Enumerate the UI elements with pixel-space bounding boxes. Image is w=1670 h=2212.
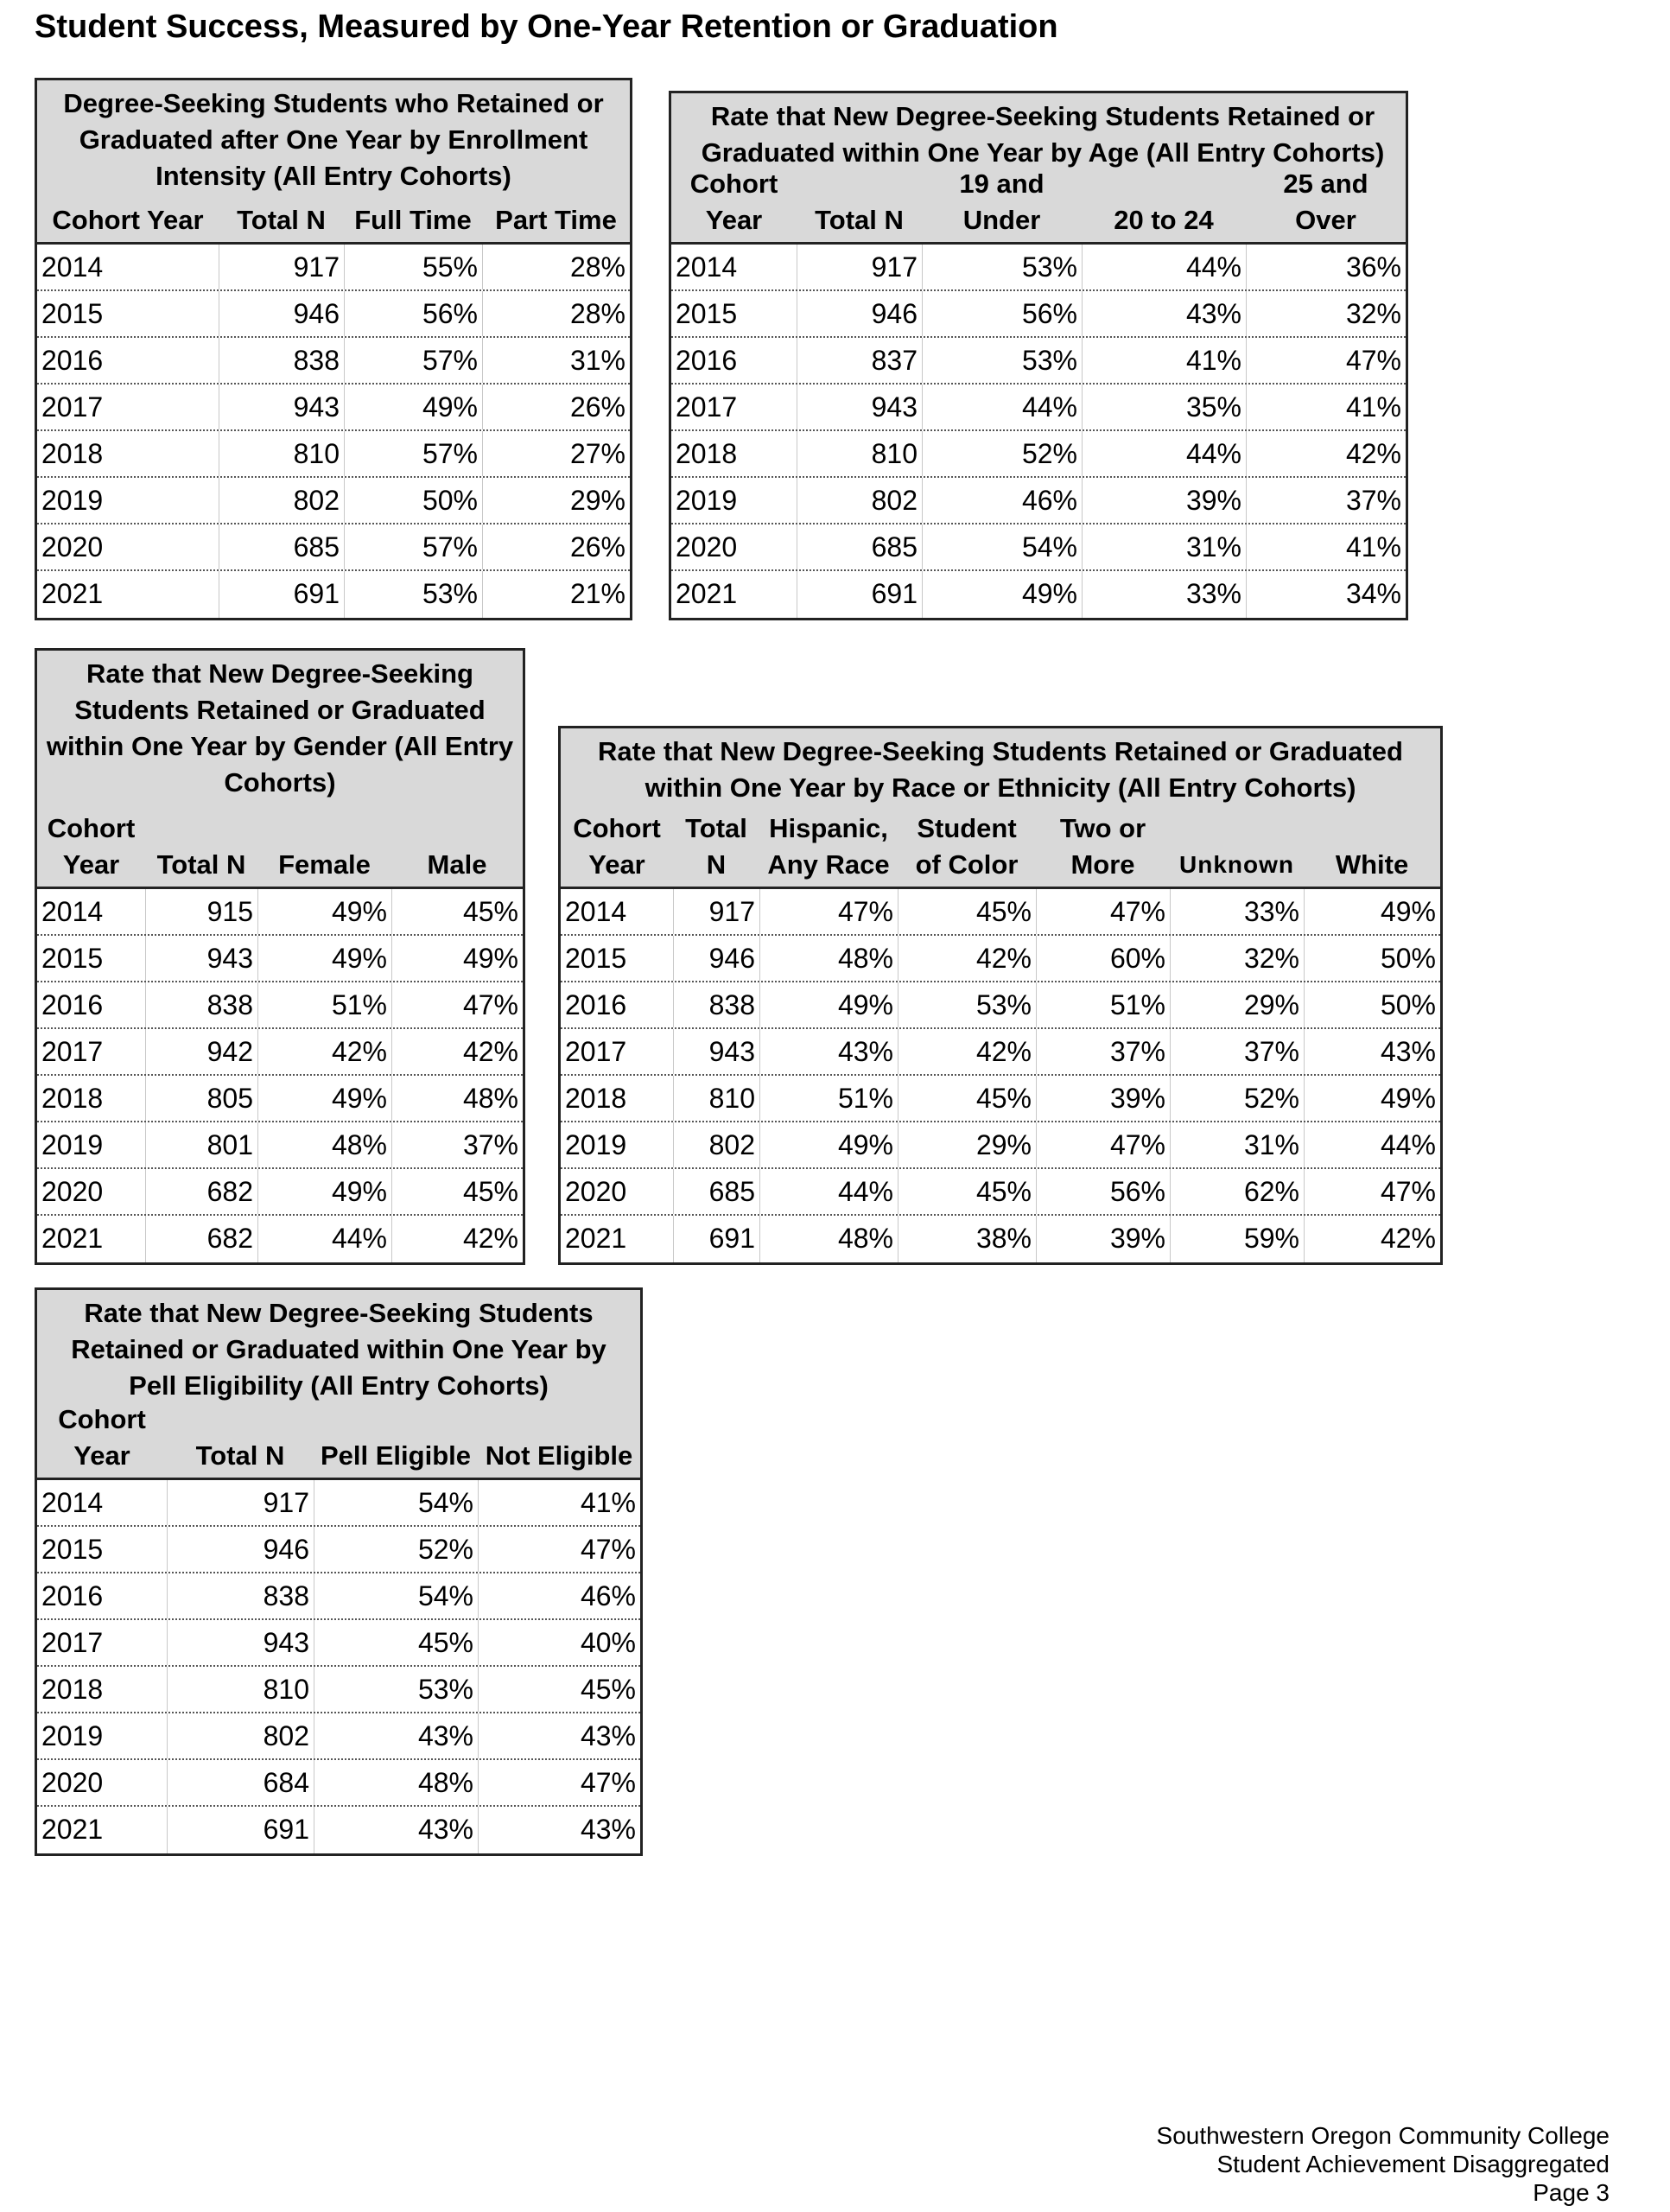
- table-cell: 2017: [41, 391, 104, 423]
- table-cell: 2019: [41, 485, 104, 516]
- table-cell: 943: [673, 1029, 759, 1074]
- table-cell: 943: [167, 1620, 314, 1665]
- table-row: [561, 1029, 1440, 1076]
- footer-report-title: Student Achievement Disaggregated: [1216, 2151, 1610, 2177]
- table-cell: 29%: [898, 1122, 1036, 1167]
- table-cell: 53%: [922, 245, 1082, 289]
- table-cell: 2019: [41, 1720, 104, 1751]
- table-cell: 2020: [41, 1767, 104, 1798]
- table-cell: 26%: [482, 524, 630, 569]
- table-body: [37, 889, 523, 1262]
- table-cell: 801: [145, 1122, 257, 1167]
- table-cell: 2016: [676, 345, 738, 376]
- table-cell: 943: [145, 936, 257, 981]
- table-title: Rate that New Degree-Seeking Students Retained or Graduated within One Year by Gender (All Entry Cohorts): [46, 658, 514, 798]
- table-cell: 691: [167, 1807, 314, 1853]
- table-cell: 48%: [759, 936, 898, 981]
- table-cell: 946: [219, 291, 344, 336]
- column-header: 20 to 24: [1114, 205, 1214, 235]
- table-cell: 2021: [41, 578, 104, 609]
- table-cell: 50%: [1304, 982, 1440, 1027]
- table-cell: 56%: [1036, 1169, 1170, 1214]
- table-cell: 802: [673, 1122, 759, 1167]
- table-cell: 2016: [41, 1580, 104, 1611]
- table-body: [37, 1480, 640, 1853]
- table-cell: 54%: [314, 1480, 478, 1525]
- table-cell: 47%: [391, 982, 523, 1027]
- table-cell: 49%: [391, 936, 523, 981]
- table-cell: 36%: [1246, 245, 1406, 289]
- table-row: [671, 478, 1406, 524]
- footer-college: Southwestern Oregon Community College: [1156, 2122, 1610, 2149]
- table-cell: 42%: [1246, 431, 1406, 476]
- table-row: [671, 431, 1406, 478]
- table-cell: 34%: [1246, 571, 1406, 618]
- table-row: [671, 338, 1406, 385]
- column-header: White: [1335, 849, 1409, 880]
- table-cell: 50%: [1304, 936, 1440, 981]
- gender-table: [35, 648, 525, 1265]
- column-header: Cohort Year: [52, 205, 204, 235]
- table-cell: 26%: [482, 385, 630, 429]
- table-cell: 45%: [898, 1169, 1036, 1214]
- column-headers: [37, 810, 523, 887]
- table-header: [671, 93, 1406, 245]
- table-row: [37, 524, 630, 571]
- table-cell: 41%: [1246, 385, 1406, 429]
- table-cell: 810: [797, 431, 922, 476]
- table-cell: 2015: [565, 943, 627, 974]
- column-header: Total N: [195, 1440, 285, 1471]
- table-cell: 42%: [1304, 1216, 1440, 1262]
- table-cell: 805: [145, 1076, 257, 1121]
- table-cell: 917: [167, 1480, 314, 1525]
- table-cell: 29%: [482, 478, 630, 523]
- table-cell: 682: [145, 1216, 257, 1262]
- table-cell: 47%: [478, 1760, 640, 1805]
- column-header: Pell Eligible: [321, 1440, 471, 1471]
- table-cell: 691: [673, 1216, 759, 1262]
- column-header: Cohort Year: [58, 1404, 146, 1471]
- table-cell: 45%: [391, 889, 523, 934]
- table-cell: 802: [167, 1713, 314, 1758]
- footer: [1157, 2121, 1610, 2207]
- table-cell: 2019: [565, 1129, 627, 1160]
- table-row: [37, 478, 630, 524]
- table-title: Degree-Seeking Students who Retained or Graduated after One Year by Enrollment Intensity (All Entry Cohorts): [63, 88, 604, 191]
- table-cell: 27%: [482, 431, 630, 476]
- table-cell: 946: [167, 1527, 314, 1572]
- table-cell: 52%: [1170, 1076, 1304, 1121]
- column-header: Part Time: [495, 205, 617, 235]
- table-cell: 2014: [565, 896, 627, 927]
- table-cell: 21%: [482, 571, 630, 618]
- table-cell: 57%: [344, 338, 482, 383]
- table-cell: 49%: [257, 936, 391, 981]
- table-cell: 43%: [478, 1713, 640, 1758]
- table-cell: 838: [219, 338, 344, 383]
- table-cell: 838: [167, 1573, 314, 1618]
- table-cell: 41%: [478, 1480, 640, 1525]
- table-cell: 2021: [41, 1814, 104, 1845]
- table-cell: 685: [797, 524, 922, 569]
- table-cell: 837: [797, 338, 922, 383]
- table-cell: 49%: [759, 1122, 898, 1167]
- table-cell: 39%: [1036, 1216, 1170, 1262]
- table-cell: 37%: [1246, 478, 1406, 523]
- table-cell: 2021: [676, 578, 738, 609]
- table-cell: 2019: [676, 485, 738, 516]
- table-cell: 37%: [391, 1122, 523, 1167]
- table-cell: 2017: [565, 1036, 627, 1067]
- table-cell: 810: [219, 431, 344, 476]
- table-cell: 39%: [1082, 478, 1246, 523]
- table-cell: 691: [797, 571, 922, 618]
- page-title: Student Success, Measured by One-Year Retention or Graduation: [35, 9, 1058, 45]
- table-cell: 2018: [41, 438, 104, 469]
- column-header: Female: [278, 849, 371, 880]
- table-cell: 682: [145, 1169, 257, 1214]
- table-cell: 43%: [314, 1807, 478, 1853]
- enrollment-intensity-table: [35, 78, 632, 620]
- table-body: [671, 245, 1406, 618]
- table-cell: 49%: [257, 1076, 391, 1121]
- table-cell: 810: [673, 1076, 759, 1121]
- table-row: [561, 1122, 1440, 1169]
- table-cell: 39%: [1036, 1076, 1170, 1121]
- column-header: Hispanic, Any Race: [767, 813, 890, 880]
- table-cell: 57%: [344, 431, 482, 476]
- table-cell: 2015: [41, 298, 104, 329]
- table-cell: 49%: [922, 571, 1082, 618]
- table-cell: 42%: [898, 1029, 1036, 1074]
- table-cell: 47%: [1036, 889, 1170, 934]
- table-cell: 2017: [676, 391, 738, 423]
- table-header: [561, 728, 1440, 889]
- table-row: [671, 385, 1406, 431]
- table-cell: 31%: [1082, 524, 1246, 569]
- column-header: Unknown: [1179, 851, 1294, 878]
- table-cell: 49%: [759, 982, 898, 1027]
- table-cell: 2015: [41, 943, 104, 974]
- table-row: [671, 245, 1406, 291]
- table-cell: 38%: [898, 1216, 1036, 1262]
- table-cell: 56%: [344, 291, 482, 336]
- table-cell: 48%: [257, 1122, 391, 1167]
- table-cell: 31%: [1170, 1122, 1304, 1167]
- table-cell: 47%: [759, 889, 898, 934]
- table-row: [37, 936, 523, 982]
- table-cell: 2018: [41, 1674, 104, 1705]
- table-cell: 28%: [482, 291, 630, 336]
- table-cell: 47%: [478, 1527, 640, 1572]
- column-headers: [671, 166, 1406, 242]
- table-cell: 44%: [1304, 1122, 1440, 1167]
- column-header: Two or More: [1059, 813, 1146, 880]
- table-title: Rate that New Degree-Seeking Students Retained or Graduated within One Year by Race or Ethnicity (All Entry Cohorts): [598, 736, 1403, 803]
- column-headers: [37, 202, 630, 242]
- table-cell: 43%: [478, 1807, 640, 1853]
- table-row: [37, 1029, 523, 1076]
- table-cell: 62%: [1170, 1169, 1304, 1214]
- table-cell: 45%: [314, 1620, 478, 1665]
- table-row: [37, 1713, 640, 1760]
- table-cell: 2018: [565, 1083, 627, 1114]
- table-cell: 59%: [1170, 1216, 1304, 1262]
- table-cell: 49%: [1304, 889, 1440, 934]
- table-row: [561, 1216, 1440, 1262]
- pell-eligibility-table: [35, 1287, 643, 1856]
- table-row: [37, 1216, 523, 1262]
- table-cell: 48%: [391, 1076, 523, 1121]
- column-header: Student of Color: [915, 813, 1019, 880]
- table-row: [561, 889, 1440, 936]
- table-cell: 946: [673, 936, 759, 981]
- table-cell: 53%: [344, 571, 482, 618]
- column-header: 19 and Under: [959, 168, 1045, 235]
- table-cell: 917: [219, 245, 344, 289]
- table-cell: 2014: [41, 896, 104, 927]
- table-cell: 51%: [1036, 982, 1170, 1027]
- table-row: [37, 1667, 640, 1713]
- column-header: Total N: [237, 205, 326, 235]
- column-header: Total N: [815, 205, 904, 235]
- table-cell: 54%: [314, 1573, 478, 1618]
- table-row: [671, 291, 1406, 338]
- table-cell: 49%: [344, 385, 482, 429]
- table-cell: 35%: [1082, 385, 1246, 429]
- age-table: [669, 91, 1408, 620]
- table-cell: 44%: [1082, 431, 1246, 476]
- table-header: [37, 651, 523, 889]
- column-header: 25 and Over: [1283, 168, 1368, 235]
- table-cell: 57%: [344, 524, 482, 569]
- table-cell: 37%: [1036, 1029, 1170, 1074]
- table-cell: 2017: [41, 1036, 104, 1067]
- table-cell: 33%: [1170, 889, 1304, 934]
- table-cell: 53%: [922, 338, 1082, 383]
- table-cell: 49%: [257, 1169, 391, 1214]
- table-row: [37, 1760, 640, 1807]
- table-cell: 802: [797, 478, 922, 523]
- table-cell: 41%: [1246, 524, 1406, 569]
- table-row: [671, 524, 1406, 571]
- column-header: Total N: [685, 813, 747, 880]
- column-header: Male: [427, 849, 487, 880]
- table-cell: 946: [797, 291, 922, 336]
- table-body: [561, 889, 1440, 1262]
- table-title: Rate that New Degree-Seeking Students Retained or Graduated within One Year by Age (All Entry Cohorts): [701, 101, 1385, 168]
- table-cell: 48%: [759, 1216, 898, 1262]
- table-cell: 41%: [1082, 338, 1246, 383]
- table-cell: 45%: [391, 1169, 523, 1214]
- column-header: Full Time: [354, 205, 472, 235]
- table-row: [37, 291, 630, 338]
- table-cell: 802: [219, 478, 344, 523]
- table-cell: 47%: [1304, 1169, 1440, 1214]
- table-cell: 2018: [41, 1083, 104, 1114]
- table-cell: 48%: [314, 1760, 478, 1805]
- table-row: [671, 571, 1406, 618]
- table-cell: 47%: [1036, 1122, 1170, 1167]
- table-cell: 2014: [676, 251, 738, 283]
- table-cell: 44%: [922, 385, 1082, 429]
- table-cell: 32%: [1170, 936, 1304, 981]
- table-cell: 31%: [482, 338, 630, 383]
- table-row: [37, 1620, 640, 1667]
- table-cell: 53%: [898, 982, 1036, 1027]
- table-cell: 43%: [759, 1029, 898, 1074]
- table-row: [37, 1527, 640, 1573]
- table-row: [37, 1807, 640, 1853]
- table-cell: 2016: [41, 345, 104, 376]
- table-cell: 43%: [1082, 291, 1246, 336]
- table-cell: 915: [145, 889, 257, 934]
- column-headers: [37, 1402, 640, 1478]
- table-cell: 838: [673, 982, 759, 1027]
- table-cell: 52%: [314, 1527, 478, 1572]
- table-cell: 32%: [1246, 291, 1406, 336]
- table-cell: 44%: [1082, 245, 1246, 289]
- table-cell: 2020: [565, 1176, 627, 1207]
- table-cell: 40%: [478, 1620, 640, 1665]
- table-cell: 2015: [41, 1534, 104, 1565]
- table-row: [37, 1169, 523, 1216]
- table-cell: 50%: [344, 478, 482, 523]
- column-headers: [561, 810, 1440, 887]
- table-cell: 2014: [41, 251, 104, 283]
- table-row: [37, 245, 630, 291]
- table-cell: 684: [167, 1760, 314, 1805]
- table-cell: 45%: [478, 1667, 640, 1712]
- table-row: [37, 338, 630, 385]
- table-cell: 685: [673, 1169, 759, 1214]
- table-cell: 2017: [41, 1627, 104, 1658]
- table-cell: 55%: [344, 245, 482, 289]
- table-cell: 943: [797, 385, 922, 429]
- table-cell: 2018: [676, 438, 738, 469]
- table-row: [561, 936, 1440, 982]
- table-cell: 2021: [41, 1223, 104, 1254]
- table-cell: 838: [145, 982, 257, 1027]
- table-cell: 917: [797, 245, 922, 289]
- table-body: [37, 245, 630, 618]
- table-cell: 43%: [314, 1713, 478, 1758]
- table-row: [37, 982, 523, 1029]
- table-row: [561, 1169, 1440, 1216]
- table-cell: 2019: [41, 1129, 104, 1160]
- table-cell: 45%: [898, 1076, 1036, 1121]
- table-row: [37, 571, 630, 618]
- table-cell: 685: [219, 524, 344, 569]
- table-cell: 60%: [1036, 936, 1170, 981]
- table-cell: 33%: [1082, 571, 1246, 618]
- column-header: Cohort Year: [689, 168, 778, 235]
- table-cell: 52%: [922, 431, 1082, 476]
- table-cell: 42%: [391, 1216, 523, 1262]
- footer-page-number: Page 3: [1533, 2179, 1610, 2206]
- column-header: Cohort Year: [47, 813, 136, 880]
- table-cell: 44%: [257, 1216, 391, 1262]
- table-cell: 691: [219, 571, 344, 618]
- column-header: Total N: [156, 849, 246, 880]
- table-cell: 810: [167, 1667, 314, 1712]
- table-row: [37, 1076, 523, 1122]
- table-cell: 43%: [1304, 1029, 1440, 1074]
- table-cell: 942: [145, 1029, 257, 1074]
- table-cell: 49%: [1304, 1076, 1440, 1121]
- table-row: [561, 982, 1440, 1029]
- table-cell: 42%: [391, 1029, 523, 1074]
- table-row: [37, 1573, 640, 1620]
- table-cell: 42%: [898, 936, 1036, 981]
- table-cell: 2021: [565, 1223, 627, 1254]
- table-row: [561, 1076, 1440, 1122]
- table-cell: 44%: [759, 1169, 898, 1214]
- table-title: Rate that New Degree-Seeking Students Retained or Graduated within One Year by Pell Eligibility (All Entry Cohorts): [71, 1298, 606, 1401]
- table-row: [37, 1480, 640, 1527]
- table-header: [37, 1290, 640, 1480]
- column-header: Not Eligible: [485, 1440, 633, 1471]
- table-cell: 47%: [1246, 338, 1406, 383]
- table-cell: 46%: [478, 1573, 640, 1618]
- table-cell: 2014: [41, 1487, 104, 1518]
- table-cell: 2020: [41, 1176, 104, 1207]
- table-cell: 2020: [676, 531, 738, 563]
- table-cell: 2020: [41, 531, 104, 563]
- table-row: [37, 385, 630, 431]
- table-row: [37, 1122, 523, 1169]
- table-cell: 42%: [257, 1029, 391, 1074]
- table-cell: 943: [219, 385, 344, 429]
- column-header: Cohort Year: [573, 813, 661, 880]
- table-cell: 45%: [898, 889, 1036, 934]
- table-cell: 29%: [1170, 982, 1304, 1027]
- table-row: [37, 431, 630, 478]
- race-ethnicity-table: [558, 726, 1443, 1265]
- table-cell: 51%: [759, 1076, 898, 1121]
- table-row: [37, 889, 523, 936]
- table-cell: 2015: [676, 298, 738, 329]
- table-cell: 2016: [41, 989, 104, 1020]
- table-cell: 49%: [257, 889, 391, 934]
- table-cell: 28%: [482, 245, 630, 289]
- table-cell: 51%: [257, 982, 391, 1027]
- table-cell: 37%: [1170, 1029, 1304, 1074]
- table-cell: 53%: [314, 1667, 478, 1712]
- table-cell: 56%: [922, 291, 1082, 336]
- table-header: [37, 80, 630, 245]
- table-cell: 917: [673, 889, 759, 934]
- table-cell: 2016: [565, 989, 627, 1020]
- table-cell: 46%: [922, 478, 1082, 523]
- table-cell: 54%: [922, 524, 1082, 569]
